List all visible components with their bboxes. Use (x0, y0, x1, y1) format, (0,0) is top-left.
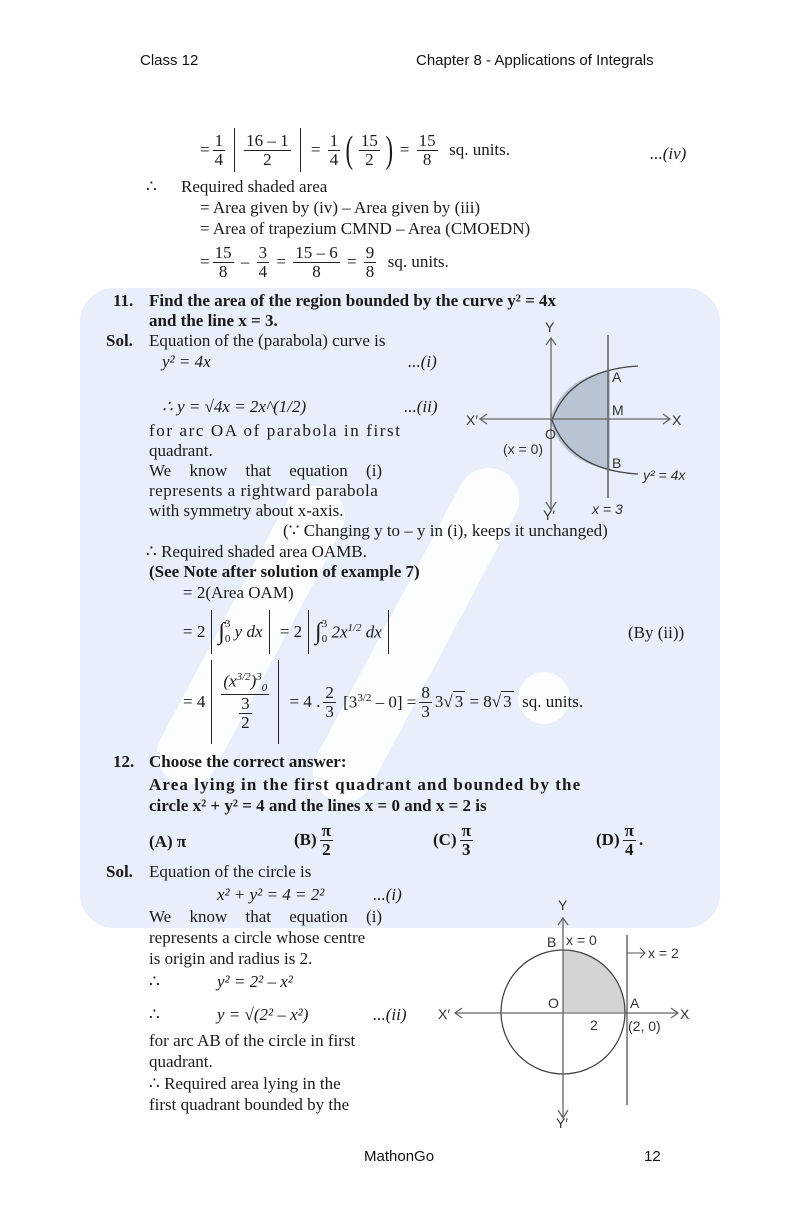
q12-eq-y2: y² = 2² – x² (217, 972, 293, 991)
q11-line: We know that equation (i) (149, 461, 383, 480)
svg-text:Y′: Y′ (556, 1115, 568, 1130)
q12-question-line2: circle x² + y² = 4 and the lines x = 0 and x = 2 is (149, 796, 487, 815)
q12-tag-ii: ...(ii) (373, 1005, 407, 1024)
therefore-symbol: ∴ (146, 177, 157, 196)
shaded-region-oamb (550, 370, 610, 470)
q11-eq-ii: ∴ y = √4x = 2x^(1/2) (162, 397, 307, 416)
q12-prompt: Choose the correct answer: (149, 752, 347, 771)
result-line: = $\frac{15}{8}$ – $\frac{3}{4}$ = $\frac{15 - 6}{8}$ = $\frac{9}{8}$ sq. units. (200, 243, 449, 281)
q11-line: for arc OA of parabola in first (149, 421, 402, 440)
svg-text:A: A (612, 369, 622, 385)
svg-text:(x = 0): (x = 0) (503, 441, 544, 457)
svg-text:B: B (612, 455, 622, 471)
required-area-label: Required shaded area (181, 177, 328, 196)
q11-number: 11. (113, 291, 134, 310)
q11-question-line1: Find the area of the region bounded by the curve y² = 4x (149, 291, 557, 310)
header-chapter: Chapter 8 - Applications of Integrals (416, 52, 654, 69)
therefore-symbol: ∴ (149, 1005, 160, 1024)
q11-line: quadrant. (149, 441, 213, 460)
q12-line: first quadrant bounded by the (149, 1095, 350, 1114)
option-b[interactable]: (B) $\frac{\pi}{2}$ (294, 821, 331, 859)
q12-number: 12. (113, 752, 135, 771)
q11-note-symmetry: (∵ Changing y to – y in (i), keeps it unchanged) (283, 521, 608, 540)
svg-text:x = 0: x = 0 (566, 932, 597, 948)
q12-line: Equation of the circle is (149, 862, 312, 881)
q12-line: We know that equation (i) (149, 907, 383, 926)
q11-required-area: ∴ Required shaded area OAMB. (146, 542, 367, 561)
option-a[interactable]: (A) π (149, 832, 187, 851)
page-number: 12 (644, 1148, 661, 1165)
eq-line-iv: = $\frac{1}{4}$ $\frac{16 - 1}{2}$ = $\frac{1}{4}$ ( $\frac{15}{2}$ ) = $\frac{15}{8}$ sq. units. (200, 129, 511, 171)
q12-line: ∴ Required area lying in the (149, 1074, 341, 1093)
svg-text:y² = 4x: y² = 4x (643, 467, 686, 483)
q11-by-ii: (By (ii)) (628, 623, 685, 642)
area-diff-line: = Area given by (iv) – Area given by (iii) (200, 198, 481, 217)
svg-text:O: O (545, 426, 556, 442)
q11-evaluation-line: = 4 $\frac{(x^{3/2})^3_0}{\frac{3}{2}}$ = 4 . $\frac{2}{3}$ $[3^{3/2} - 0]$ = $\frac{8}{3}$ 3√ 3 = 8√ 3 sq. units. (183, 660, 583, 744)
q11-tag-ii: ...(ii) (404, 397, 438, 416)
svg-text:O: O (548, 995, 559, 1011)
parabola-figure (460, 310, 700, 520)
svg-text:B: B (547, 934, 557, 950)
q11-see-note: (See Note after solution of example 7) (149, 562, 420, 581)
q12-line: quadrant. (149, 1052, 213, 1071)
q11-line: with symmetry about x-axis. (149, 501, 344, 520)
option-c[interactable]: (C) $\frac{\pi}{3}$ (433, 821, 471, 859)
circle-figure (430, 890, 700, 1130)
q11-sol-label: Sol. (106, 331, 133, 350)
therefore-symbol: ∴ (149, 972, 160, 991)
q11-question-line2: and the line x = 3. (149, 311, 278, 330)
header-class: Class 12 (140, 52, 199, 69)
q11-line: Equation of the (parabola) curve is (149, 331, 386, 350)
q12-question-line1: Area lying in the first quadrant and bounded by the (149, 775, 582, 794)
svg-text:X′: X′ (466, 412, 478, 428)
svg-text:X: X (672, 412, 682, 428)
svg-text:X′: X′ (438, 1006, 450, 1022)
tag-iv: ...(iv) (650, 144, 687, 163)
q11-tag-i: ...(i) (408, 352, 437, 371)
svg-text:M: M (612, 402, 624, 418)
shaded-quarter-circle (563, 950, 625, 1012)
q12-line: represents a circle whose centre (149, 928, 366, 947)
svg-text:Y: Y (545, 319, 555, 335)
q11-area-oam: = 2(Area OAM) (183, 583, 294, 602)
svg-text:2: 2 (590, 1017, 598, 1033)
svg-text:A: A (630, 995, 640, 1011)
q12-line: is origin and radius is 2. (149, 949, 313, 968)
svg-text:x = 3: x = 3 (592, 501, 623, 517)
q12-sol-label: Sol. (106, 862, 133, 881)
q12-eq-i: x² + y² = 4 = 2² (217, 885, 325, 904)
svg-text:Y′: Y′ (543, 507, 555, 520)
q11-eq-i: y² = 4x (162, 352, 211, 371)
option-d[interactable]: (D) $\frac{\pi}{4}$ . (596, 821, 644, 859)
svg-text:x = 2: x = 2 (648, 945, 679, 961)
q12-line: for arc AB of the circle in first (149, 1031, 356, 1050)
q11-integral-line: = 2 ∫ 3 0 y dx = 2 ∫ 3 0 $2x^{1/2}$ dx (183, 610, 395, 654)
svg-text:(2, 0): (2, 0) (628, 1018, 661, 1034)
q12-tag-i: ...(i) (373, 885, 402, 904)
q11-line: represents a rightward parabola (149, 481, 379, 500)
q12-eq-y: y = √(2² – x²) (217, 1005, 309, 1024)
footer-brand: MathonGo (364, 1148, 435, 1165)
svg-text:X: X (680, 1006, 690, 1022)
svg-text:Y: Y (558, 897, 568, 913)
trapezium-line: = Area of trapezium CMND – Area (CMOEDN) (200, 219, 531, 238)
